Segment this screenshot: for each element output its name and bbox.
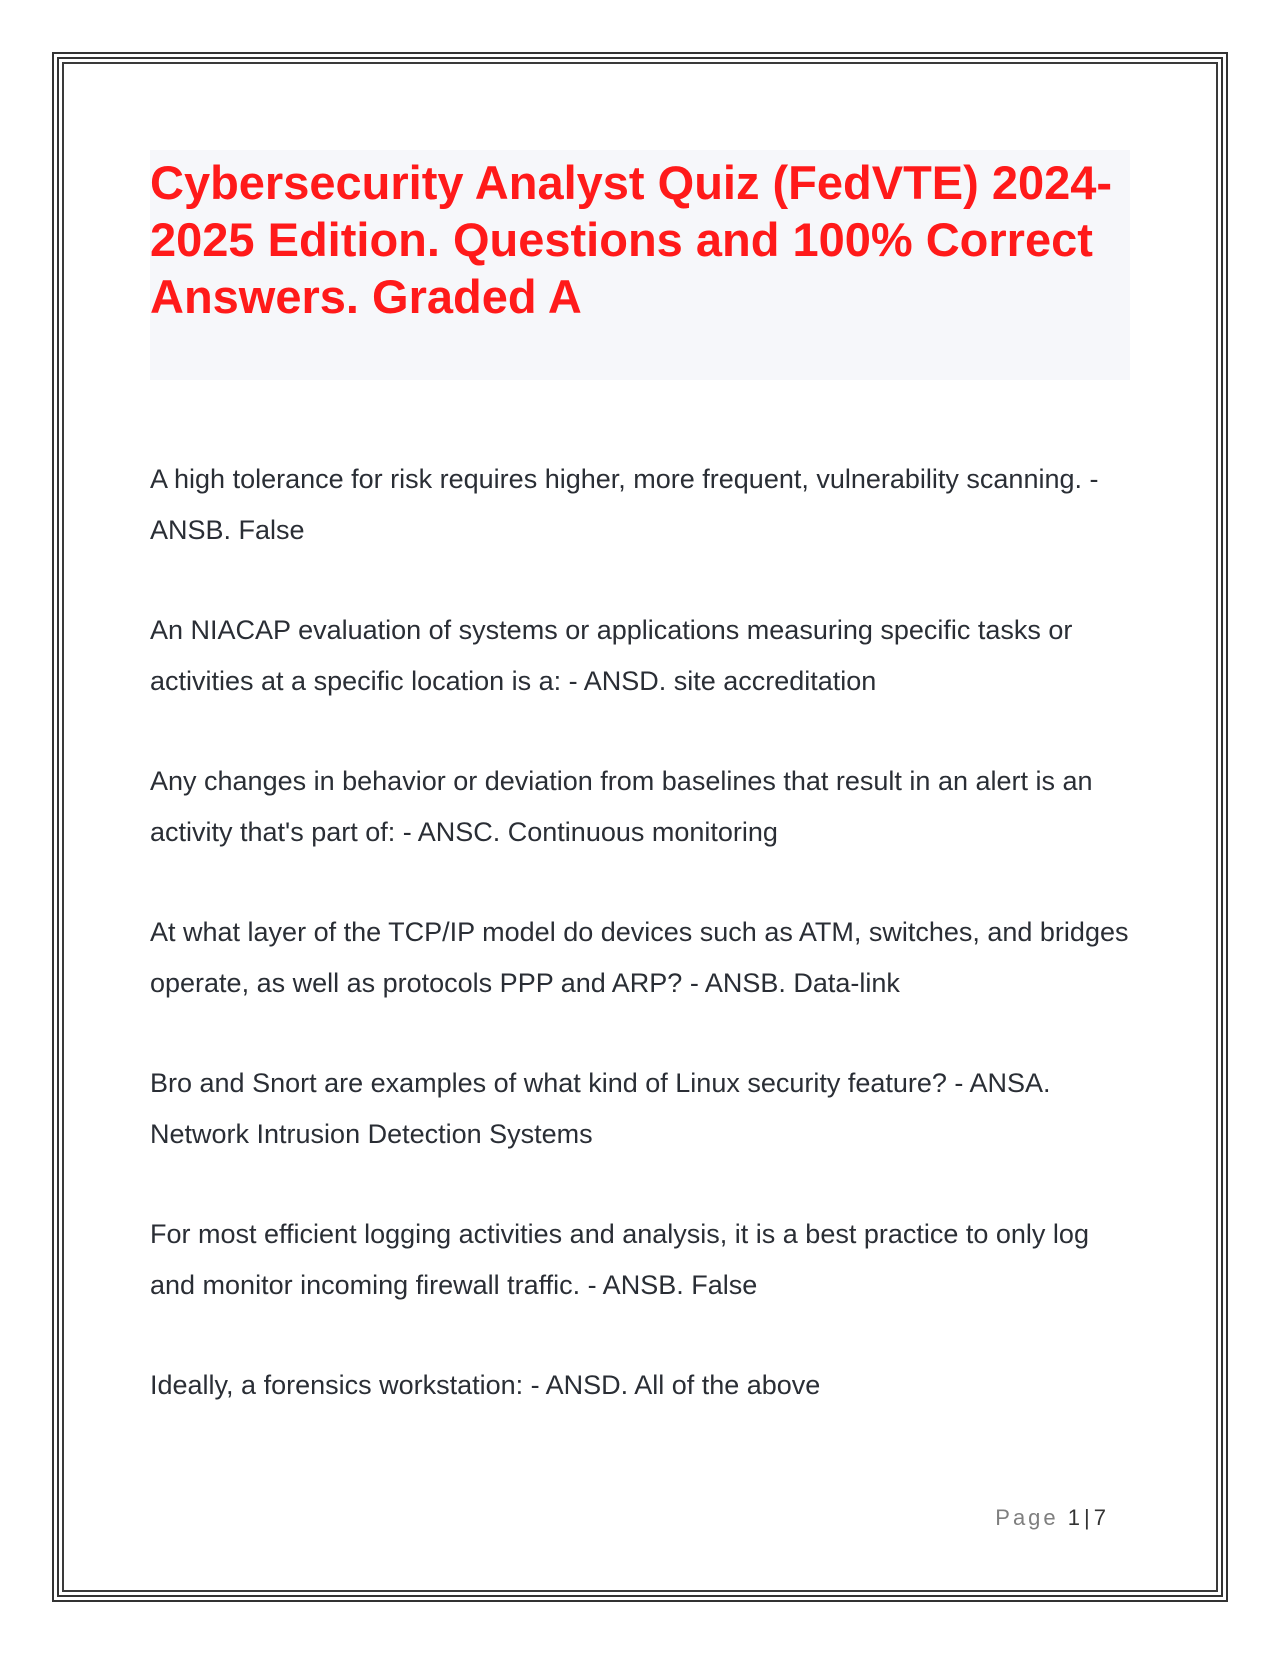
- title-box: [150, 150, 1130, 380]
- qa-item: At what layer of the TCP/IP model do devices such as ATM, switches, and bridges operate, as well as protocols PPP and ARP? - ANSB. Data-link: [150, 917, 1129, 998]
- qa-item: An NIACAP evaluation of systems or applications measuring specific tasks or activities at a specific location is a: - ANSD. site accreditation: [150, 615, 1073, 696]
- qa-item: For most efficient logging activities and analysis, it is a best practice to only log and monitor incoming firewall traffic. - ANSB. False: [150, 1219, 1089, 1300]
- question-answer-list: [150, 454, 1140, 1461]
- qa-item: Bro and Snort are examples of what kind of Linux security feature? - ANSA. Network Intrusion Detection Systems: [150, 1068, 1051, 1149]
- qa-item: A high tolerance for risk requires higher, more frequent, vulnerability scanning. - ANSB. False: [150, 464, 1099, 545]
- qa-item: Ideally, a forensics workstation: - ANSD. All of the above: [150, 1370, 821, 1400]
- total-pages: 7: [1093, 1505, 1106, 1530]
- page-label: Page: [995, 1505, 1059, 1530]
- page-separator: |: [1084, 1505, 1090, 1530]
- current-page-number: 1: [1067, 1505, 1081, 1530]
- document-title: Cybersecurity Analyst Quiz (FedVTE) 2024-2025 Edition. Questions and 100% Correct Answers. Graded A: [150, 156, 1113, 323]
- qa-item: Any changes in behavior or deviation from baselines that result in an alert is an activity that's part of: - ANSC. Continuous monitoring: [150, 766, 1093, 847]
- page-footer: [995, 1505, 1106, 1531]
